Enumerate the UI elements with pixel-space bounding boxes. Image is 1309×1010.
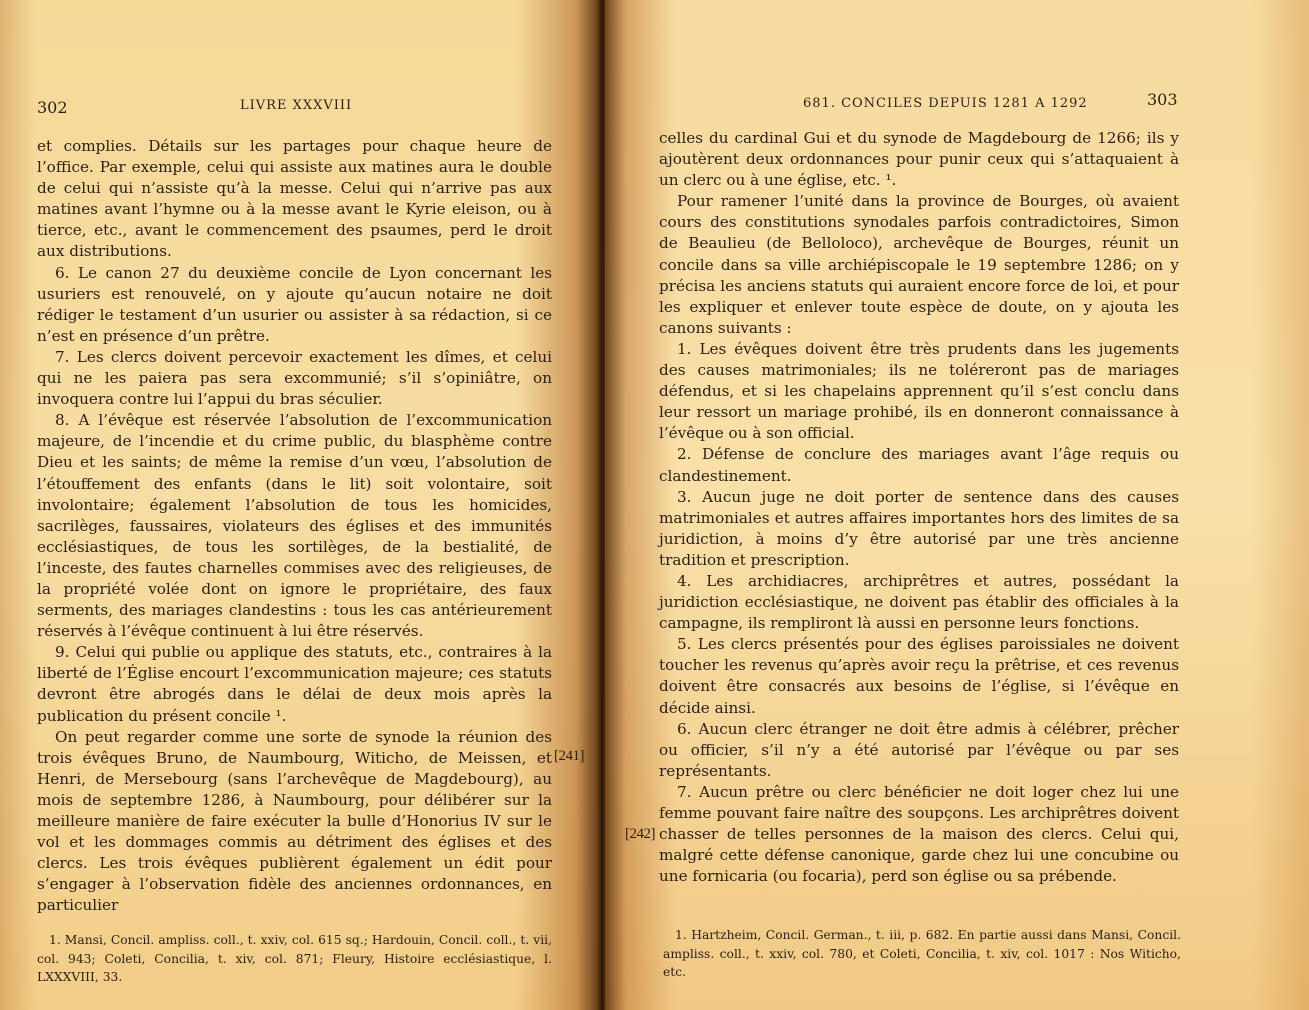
right-body-text (659, 128, 1179, 887)
paragraph: et complies. Détails sur les partages pour chaque heure de l’office. Par exemple, celui qui assiste aux matines aura le double de celui qui n’assiste qu’à la messe. Celui qui n’arrive pas aux matines avant l’hymne ou à la messe avant le Kyrie eleison, ou à tierce, etc., avant le commencement des psaumes, perd le droit aux distributions. (37, 137, 552, 261)
paragraph: 1. Les évêques doivent être très prudents dans les jugements des causes matrimoniales; ils ne toléreront pas de mariages défendus, et si les chapelains apprennent qu’il s’est conclu dans leur ressort un mariage prohibé, ils en donneront connaissance à l’évêque ou à son official. (659, 339, 1179, 443)
paragraph: celles du cardinal Gui et du synode de Magdebourg de 1266; ils y ajoutèrent deux ordonnances pour punir ceux qui s’attaquaient à un clerc ou à une église, etc. ¹. (659, 129, 1179, 190)
paragraph: 9. Celui qui publie ou applique des statuts, etc., contraires à la liberté de l’Église encourt l’excommunication majeure; ces statuts devront être abrogés dans le délai de deux mois après la publication du présent concile ¹. (37, 643, 552, 725)
paragraph: 6. Le canon 27 du deuxième concile de Lyon concernant les usuriers est renouvelé, on y ajoute qu’aucun notaire ne doit rédiger le testament d’un usurier ou assister à sa rédaction, si ce n’est en présence d’un prêtre. (37, 263, 552, 345)
paragraph: 7. Les clercs doivent percevoir exactement les dîmes, et celui qui ne les paiera pas sera excommunié; s’il s’opiniâtre, on invoquera contre lui l’appui du bras séculier. (37, 347, 552, 409)
margin-note-242: [242] (625, 826, 655, 842)
paragraph: Pour ramener l’unité dans la province de Bourges, où avaient cours des constitutions synodales parfois contradictoires, Simon de Beaulieu (de Belloloco), archevêque de Bourges, réunit un concile dans sa ville archiépiscopale le 19 septembre 1286; on y précisa les anciens statuts qui auraient encore force de loi, et pour les expliquer et enlever toute espèce de doute, on y ajouta les canons suivants : (659, 192, 1179, 337)
right-page (605, 0, 1309, 1010)
paragraph: 4. Les archidiacres, archiprêtres et autres, possédant la juridiction ecclésiastique, ne doivent pas établir des officiales à la campagne, ils rempliront là aussi en personne leurs fonctions. (659, 571, 1179, 633)
paragraph: 6. Aucun clerc étranger ne doit être admis à célébrer, prêcher ou officier, s’il n’y a été autorisé par l’évêque ou par ses représentants. (659, 719, 1179, 780)
paragraph: 8. A l’évêque est réservée l’absolution de l’excommunication majeure, de l’incendie et du crime public, du blasphème contre Dieu et les saints; de même la remise d’un vœu, l’absolution de l’étouffement des enfants (dans le lit) soit volontaire, soit involontaire; également l’absolution de tous les homicides, sacrilèges, faussaires, violateurs des églises et des immunités ecclésiastiques, de tous les sortilèges, de la bestialité, de l’inceste, des fautes charnelles commises avec des religieuses, de la propriété volée dont on ignore le propriétaire, des faux serments, des mariages clandestins : tous les cas antérieurement réservés à l’évêque continuent à lui être réservés. (37, 411, 552, 641)
right-page-number: 303 (1147, 90, 1178, 109)
right-running-head: 681. CONCILES DEPUIS 1281 A 1292 (803, 96, 1088, 111)
paragraph: 7. Aucun prêtre ou clerc bénéficier ne doit loger chez lui une femme pouvant faire naître des soupçons. Les archiprêtres doivent chasser de telles personnes de la maison des clercs. Celui qui, malgré cette défense canonique, garde chez lui une concubine ou une fornicaria (ou focaria), perd son église ou sa prébende. (659, 782, 1179, 886)
right-footnote (663, 926, 1181, 982)
footnote-text: 1. Mansi, Concil. ampliss. coll., t. xxiv, col. 615 sq.; Hardouin, Concil. coll., t. vii, col. 943; Coleti, Concilia, t. xiv, col. 871; Fleury, Histoire ecclésiastique, l. LXXXVIII, 33. (37, 933, 552, 984)
left-running-head: LIVRE XXXVIII (240, 98, 353, 113)
footnote-text: 1. Hartzheim, Concil. German., t. iii, p. 682. En partie aussi dans Mansi, Concil. ampliss. coll., t. xxiv, col. 780, et Coleti, Concilia, t. xiv, col. 1017 : Nos Witicho, etc. (663, 928, 1181, 979)
paragraph: 2. Défense de conclure des mariages avant l’âge requis ou clandestinement. (659, 445, 1179, 485)
paragraph: On peut regarder comme une sorte de synode la réunion des trois évêques Bruno, de Naumbourg, Witicho, de Meissen, et Henri, de Mersebourg (sans l’archevêque de Magdebourg), au mois de septembre 1286, à Naumbourg, pour délibérer sur la meilleure manière de faire exécuter la bulle d’Honorius IV sur le vol et les dommages commis au détriment des églises et des clercs. Les trois évêques publièrent également un édit pour s’engager à l’observation fidèle des anciennes ordonnances, en particulier (37, 727, 552, 915)
left-page (0, 0, 600, 1010)
paragraph: 5. Les clercs présentés pour des églises paroissiales ne doivent toucher les revenus qu’après avoir reçu la prêtrise, et ces revenus doivent être consacrés aux besoins de l’église, si l’évêque en décide ainsi. (659, 635, 1179, 717)
left-body-text (37, 136, 552, 916)
left-footnote (37, 931, 552, 987)
margin-note-241: [241] (554, 748, 584, 764)
left-page-number: 302 (37, 98, 68, 117)
paragraph: 3. Aucun juge ne doit porter de sentence dans des causes matrimoniales et autres affaires importantes hors des limites de sa juridiction, à moins d’y être autorisé par une très ancienne tradition et prescription. (659, 487, 1179, 569)
